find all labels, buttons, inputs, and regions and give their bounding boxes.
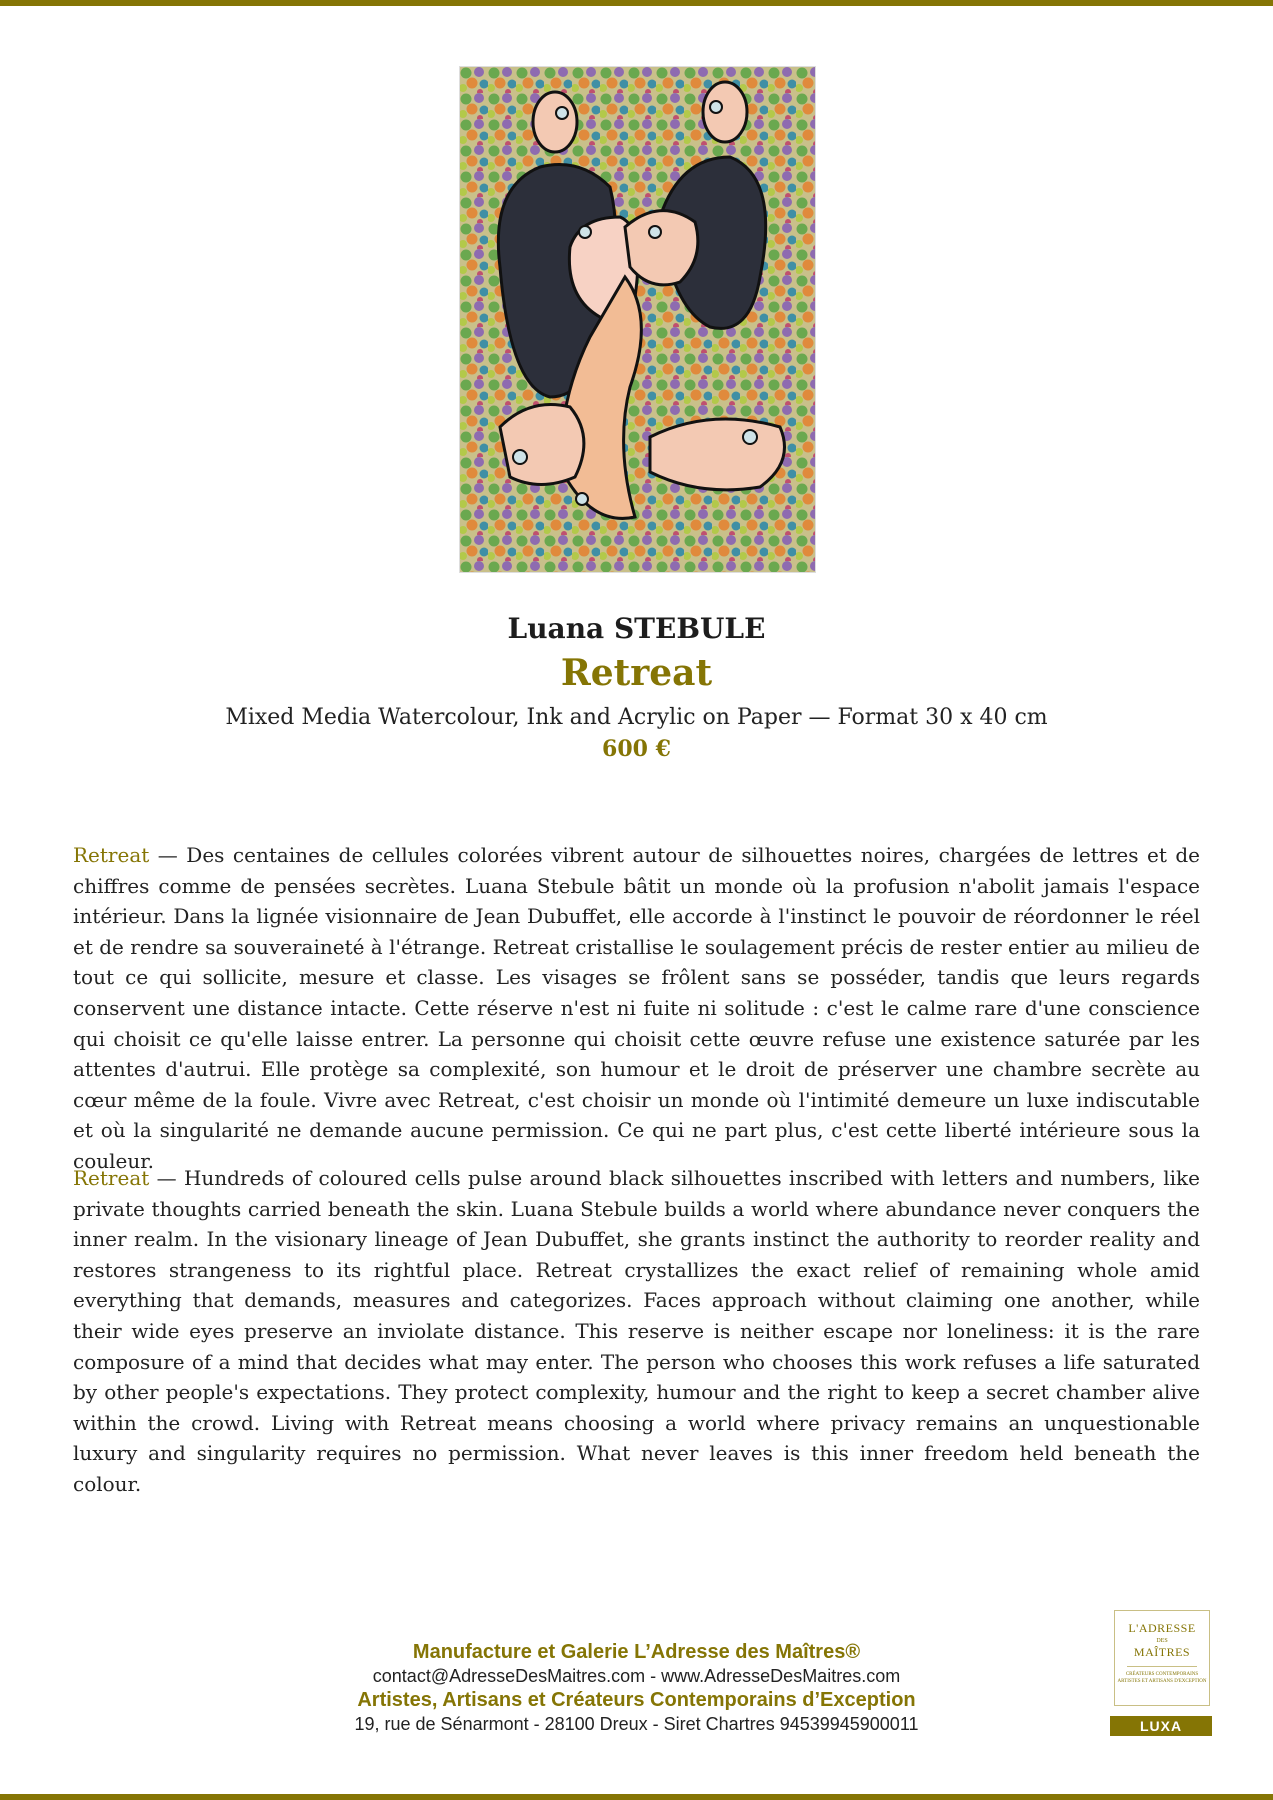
logo-divider: [1127, 1666, 1197, 1667]
footer-gallery: Manufacture et Galerie L’Adresse des Maîtres®: [412, 1641, 861, 1663]
artwork-title: Retreat: [560, 652, 713, 694]
artwork-medium: Mixed Media Watercolour, Ink and Acrylic on Paper — Format 30 x 40 cm: [225, 705, 1048, 730]
description-fr-text: — Des centaines de cellules colorées vibrent autour de silhouettes noires, chargées de lettres et de chiffres comme de pensées secrètes. Luana Stebule bâtit un monde où la profusion n'abolit jamais l'espace intérieur. Dans la lignée visionnaire de Jean Dubuffet, elle accorde à l'instinct le pouvoir de réordonner le réel et de rendre sa souveraineté à l'étrange. Retreat cristallise le soulagement précis de rester entier au milieu de tout ce qui sollicite, mesure et classe. Les visages se frôlent sans se posséder, tandis que leurs regards conservent une distance intacte. Cette réserve n'est ni fuite ni solitude : c'est le calme rare d'une conscience qui choisit ce qu'elle laisse entrer. La personne qui choisit cette œuvre refuse une existence saturée par les attentes d'autrui. Elle protège sa complexité, son humour et le droit de préserver une chambre secrète au cœur même de la foule. Vivre avec Retreat, c'est choisir un monde où l'intimité demeure un luxe indiscutable et où la singularité ne demande aucune permission. Ce qui ne part plus, c'est cette liberté intérieure sous la couleur.: [73, 843, 1200, 1173]
logo-line3: MAÎTRES: [1133, 1645, 1191, 1659]
description-en: [73, 1163, 1200, 1500]
top-border: [0, 0, 1273, 6]
description-en-text: — Hundreds of coloured cells pulse around black silhouettes inscribed with letters and numbers, like private thoughts carried beneath the skin. Luana Stebule builds a world where abundance never conquers the inner realm. In the visionary lineage of Jean Dubuffet, she grants instinct the authority to reorder reality and restores strangeness to its rightful place. Retreat crystallizes the exact relief of remaining whole amid everything that demands, measures and categorizes. Faces approach without claiming one another, while their wide eyes preserve an inviolate distance. This reserve is neither escape nor loneliness: it is the rare composure of a mind that decides what may enter. The person who chooses this work refuses a life saturated by other people's expectations. They protect complexity, humour and the right to keep a secret chamber alive within the crowd. Living with Retreat means choosing a world where privacy remains an unquestionable luxury and singularity requires no permission. What never leaves is this inner freedom held beneath the colour.: [73, 1166, 1200, 1496]
logo-line4: CRÉATEURS CONTEMPORAINS ARTISTES ET ARTISANS D'EXCEPTION: [1117, 1672, 1207, 1684]
artist-name: Luana STEBULE: [507, 612, 766, 645]
artwork-image: [459, 66, 816, 573]
footer-tagline: Artistes, Artisans et Créateurs Contemporains d’Exception: [357, 1689, 916, 1711]
description-fr-lead: Retreat: [73, 843, 150, 867]
footer-address: 19, rue de Sénarmont - 28100 Dreux - Siret Chartres 94539945900011: [354, 1714, 919, 1734]
logo-line1: L'ADRESSE: [1128, 1621, 1196, 1635]
luxa-badge: LUXA: [1110, 1716, 1212, 1736]
footer-contact: contact@AdresseDesMaitres.com - www.AdresseDesMaitres.com: [372, 1666, 901, 1686]
description-fr: [73, 840, 1200, 1177]
description-en-lead: Retreat: [73, 1166, 150, 1190]
footer: [0, 1640, 1273, 1736]
gallery-logo: [1114, 1610, 1210, 1706]
artwork-price: 600 €: [602, 736, 671, 762]
logo-line2: DES: [1156, 1638, 1168, 1644]
bottom-border: [0, 1794, 1273, 1800]
